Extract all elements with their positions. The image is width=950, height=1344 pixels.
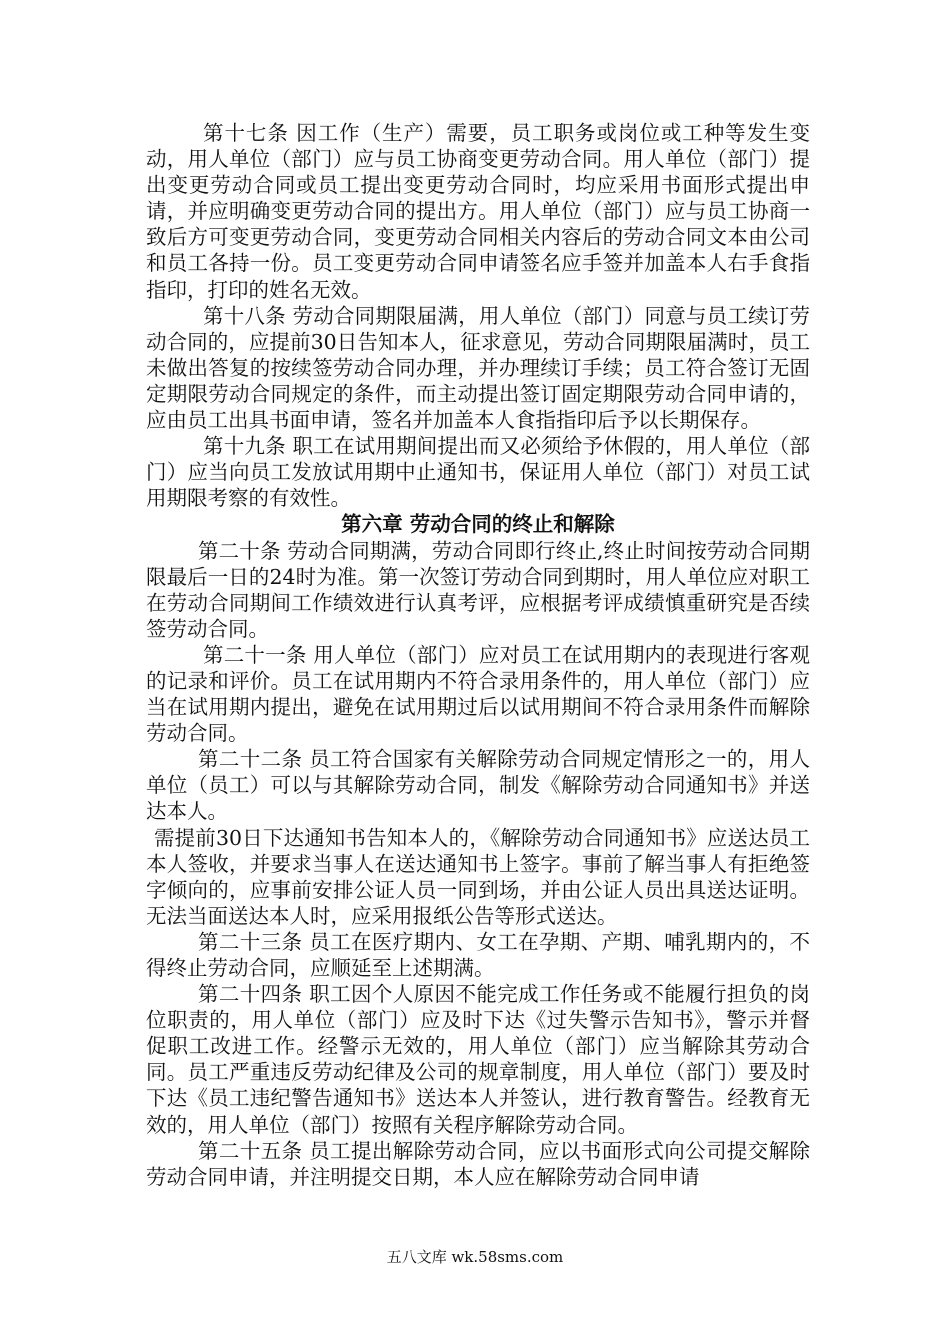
article-22-continued: 需提前30日下达通知书告知本人的，《解除劳动合同通知书》应送达员工本人签收，并要求当事人在送达通知书上签字。事前了解当事人有拒绝签字倾向的，应事前安排公证人员一同到场，并由公证人员出具送达证明。无法当面送达本人时，应采用报纸公告等形式送达。	[146, 825, 810, 928]
article-19: 第十九条 职工在试用期间提出而又必须给予休假的，用人单位（部门）应当向员工发放试用期中止通知书，保证用人单位（部门）对员工试用期限考察的有效性。	[146, 434, 810, 511]
article-23: 第二十三条 员工在医疗期内、女工在孕期、产期、哺乳期内的，不得终止劳动合同，应顺延至上述期满。	[146, 929, 810, 980]
article-25: 第二十五条 员工提出解除劳动合同，应以书面形式向公司提交解除劳动合同申请，并注明提交日期，本人应在解除劳动合同申请	[146, 1138, 810, 1189]
article-21: 第二十一条 用人单位（部门）应对员工在试用期内的表现进行客观的记录和评价。员工在试用期内不符合录用条件的，用人单位（部门）应当在试用期内提出，避免在试用期过后以试用期间不符合录用条件而解除劳动合同。	[146, 642, 810, 746]
article-20: 第二十条 劳动合同期满，劳动合同即行终止,终止时间按劳动合同期限最后一日的24时为准。第一次签订劳动合同到期时，用人单位应对职工在劳动合同期间工作绩效进行认真考评，应根据考评成绩慎重研究是否续签劳动合同。	[146, 538, 810, 641]
article-17: 第十七条 因工作（生产）需要，员工职务或岗位或工种等发生变动，用人单位（部门）应与员工协商变更劳动合同。用人单位（部门）提出变更劳动合同或员工提出变更劳动合同时，均应采用书面形式提出申请，并应明确变更劳动合同的提出方。用人单位（部门）应与员工协商一致后方可变更劳动合同，变更劳动合同相关内容后的劳动合同文本由公司和员工各持一份。员工变更劳动合同申请签名应手签并加盖本人右手食指指印，打印的姓名无效。	[146, 121, 810, 302]
chapter-title: 第六章 劳动合同的终止和解除	[341, 512, 615, 537]
footer-watermark: 五八文库 wk.58sms.com	[386, 1248, 564, 1266]
article-22: 第二十二条 员工符合国家有关解除劳动合同规定情形之一的，用人单位（员工）可以与其解除劳动合同，制发《解除劳动合同通知书》并送达本人。	[146, 747, 810, 824]
article-24: 第二十四条 职工因个人原因不能完成工作任务或不能履行担负的岗位职责的，用人单位（部门）应及时下达《过失警示告知书》，警示并督促职工改进工作。经警示无效的，用人单位（部门）应当解除其劳动合同。员工严重违反劳动纪律及公司的规章制度，用人单位（部门）要及时下达《员工违纪警告通知书》送达本人并签认，进行教育警告。经教育无效的，用人单位（部门）按照有关程序解除劳动合同。	[146, 982, 810, 1137]
document-body	[146, 120, 810, 1190]
article-18: 第十八条 劳动合同期限届满，用人单位（部门）同意与员工续订劳动合同的，应提前30日告知本人，征求意见，劳动合同期限届满时，员工未做出答复的按续签劳动合同办理，并办理续订手续；员工符合签订无固定期限劳动合同规定的条件，而主动提出签订固定期限劳动合同申请的，应由员工出具书面申请，签名并加盖本人食指指印后予以长期保存。	[146, 303, 810, 433]
